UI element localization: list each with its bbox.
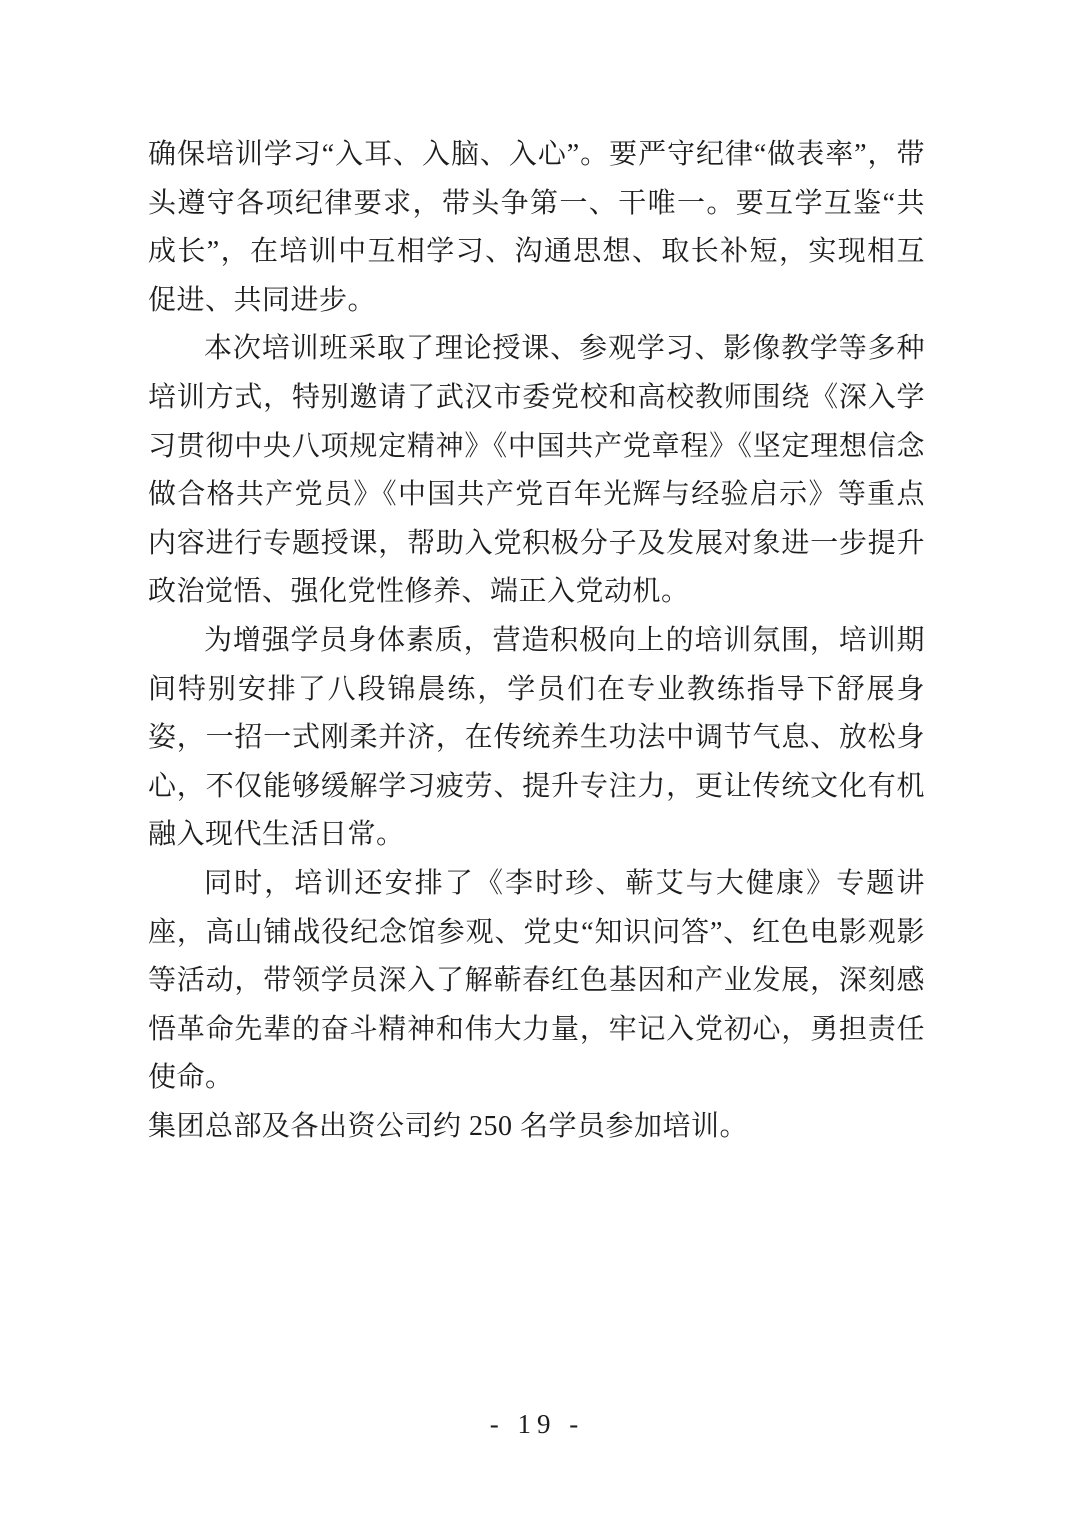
document-body bbox=[148, 131, 925, 1151]
paragraph-lectures-activities: 同时，培训还安排了《李时珍、蕲艾与大健康》专题讲座，高山铺战役纪念馆参观、党史“知识问答”、红色电影观影等活动，带领学员深入了解蕲春红色基因和产业发展，深刻感悟革命先辈的奋斗精神和伟大力量，牢记入党初心，勇担责任使命。 bbox=[148, 867, 925, 1094]
paragraph-discipline-requirements: 确保培训学习“入耳、入脑、入心”。要严守纪律“做表率”，带头遵守各项纪律要求，带头争第一、干唯一。要互学互鉴“共成长”，在培训中互相学习、沟通思想、取长补短，实现相互促进、共同进步。 bbox=[148, 139, 925, 316]
paragraph-training-methods: 本次培训班采取了理论授课、参观学习、影像教学等多种培训方式，特别邀请了武汉市委党校和高校教师围绕《深入学习贯彻中央八项规定精神》《中国共产党章程》《坚定理想信念 做合格共产党员》《中国共产党百年光辉与经验启示》等重点内容进行专题授课，帮助入党积极分子及发展对象进一步提升政治觉悟、强化党性修养、端正入党动机。 bbox=[148, 333, 925, 608]
page-number: - 19 - bbox=[489, 1409, 585, 1439]
paragraph-baduanjin-exercise: 为增强学员身体素质，营造积极向上的培训氛围，培训期间特别安排了八段锦晨练，学员们在专业教练指导下舒展身姿，一招一式刚柔并济，在传统养生功法中调节气息、放松身心，不仅能够缓解学习疲劳、提升专注力，更让传统文化有机融入现代生活日常。 bbox=[148, 624, 925, 851]
paragraph-participants-count: 集团总部及各出资公司约 250 名学员参加培训。 bbox=[148, 1110, 749, 1142]
